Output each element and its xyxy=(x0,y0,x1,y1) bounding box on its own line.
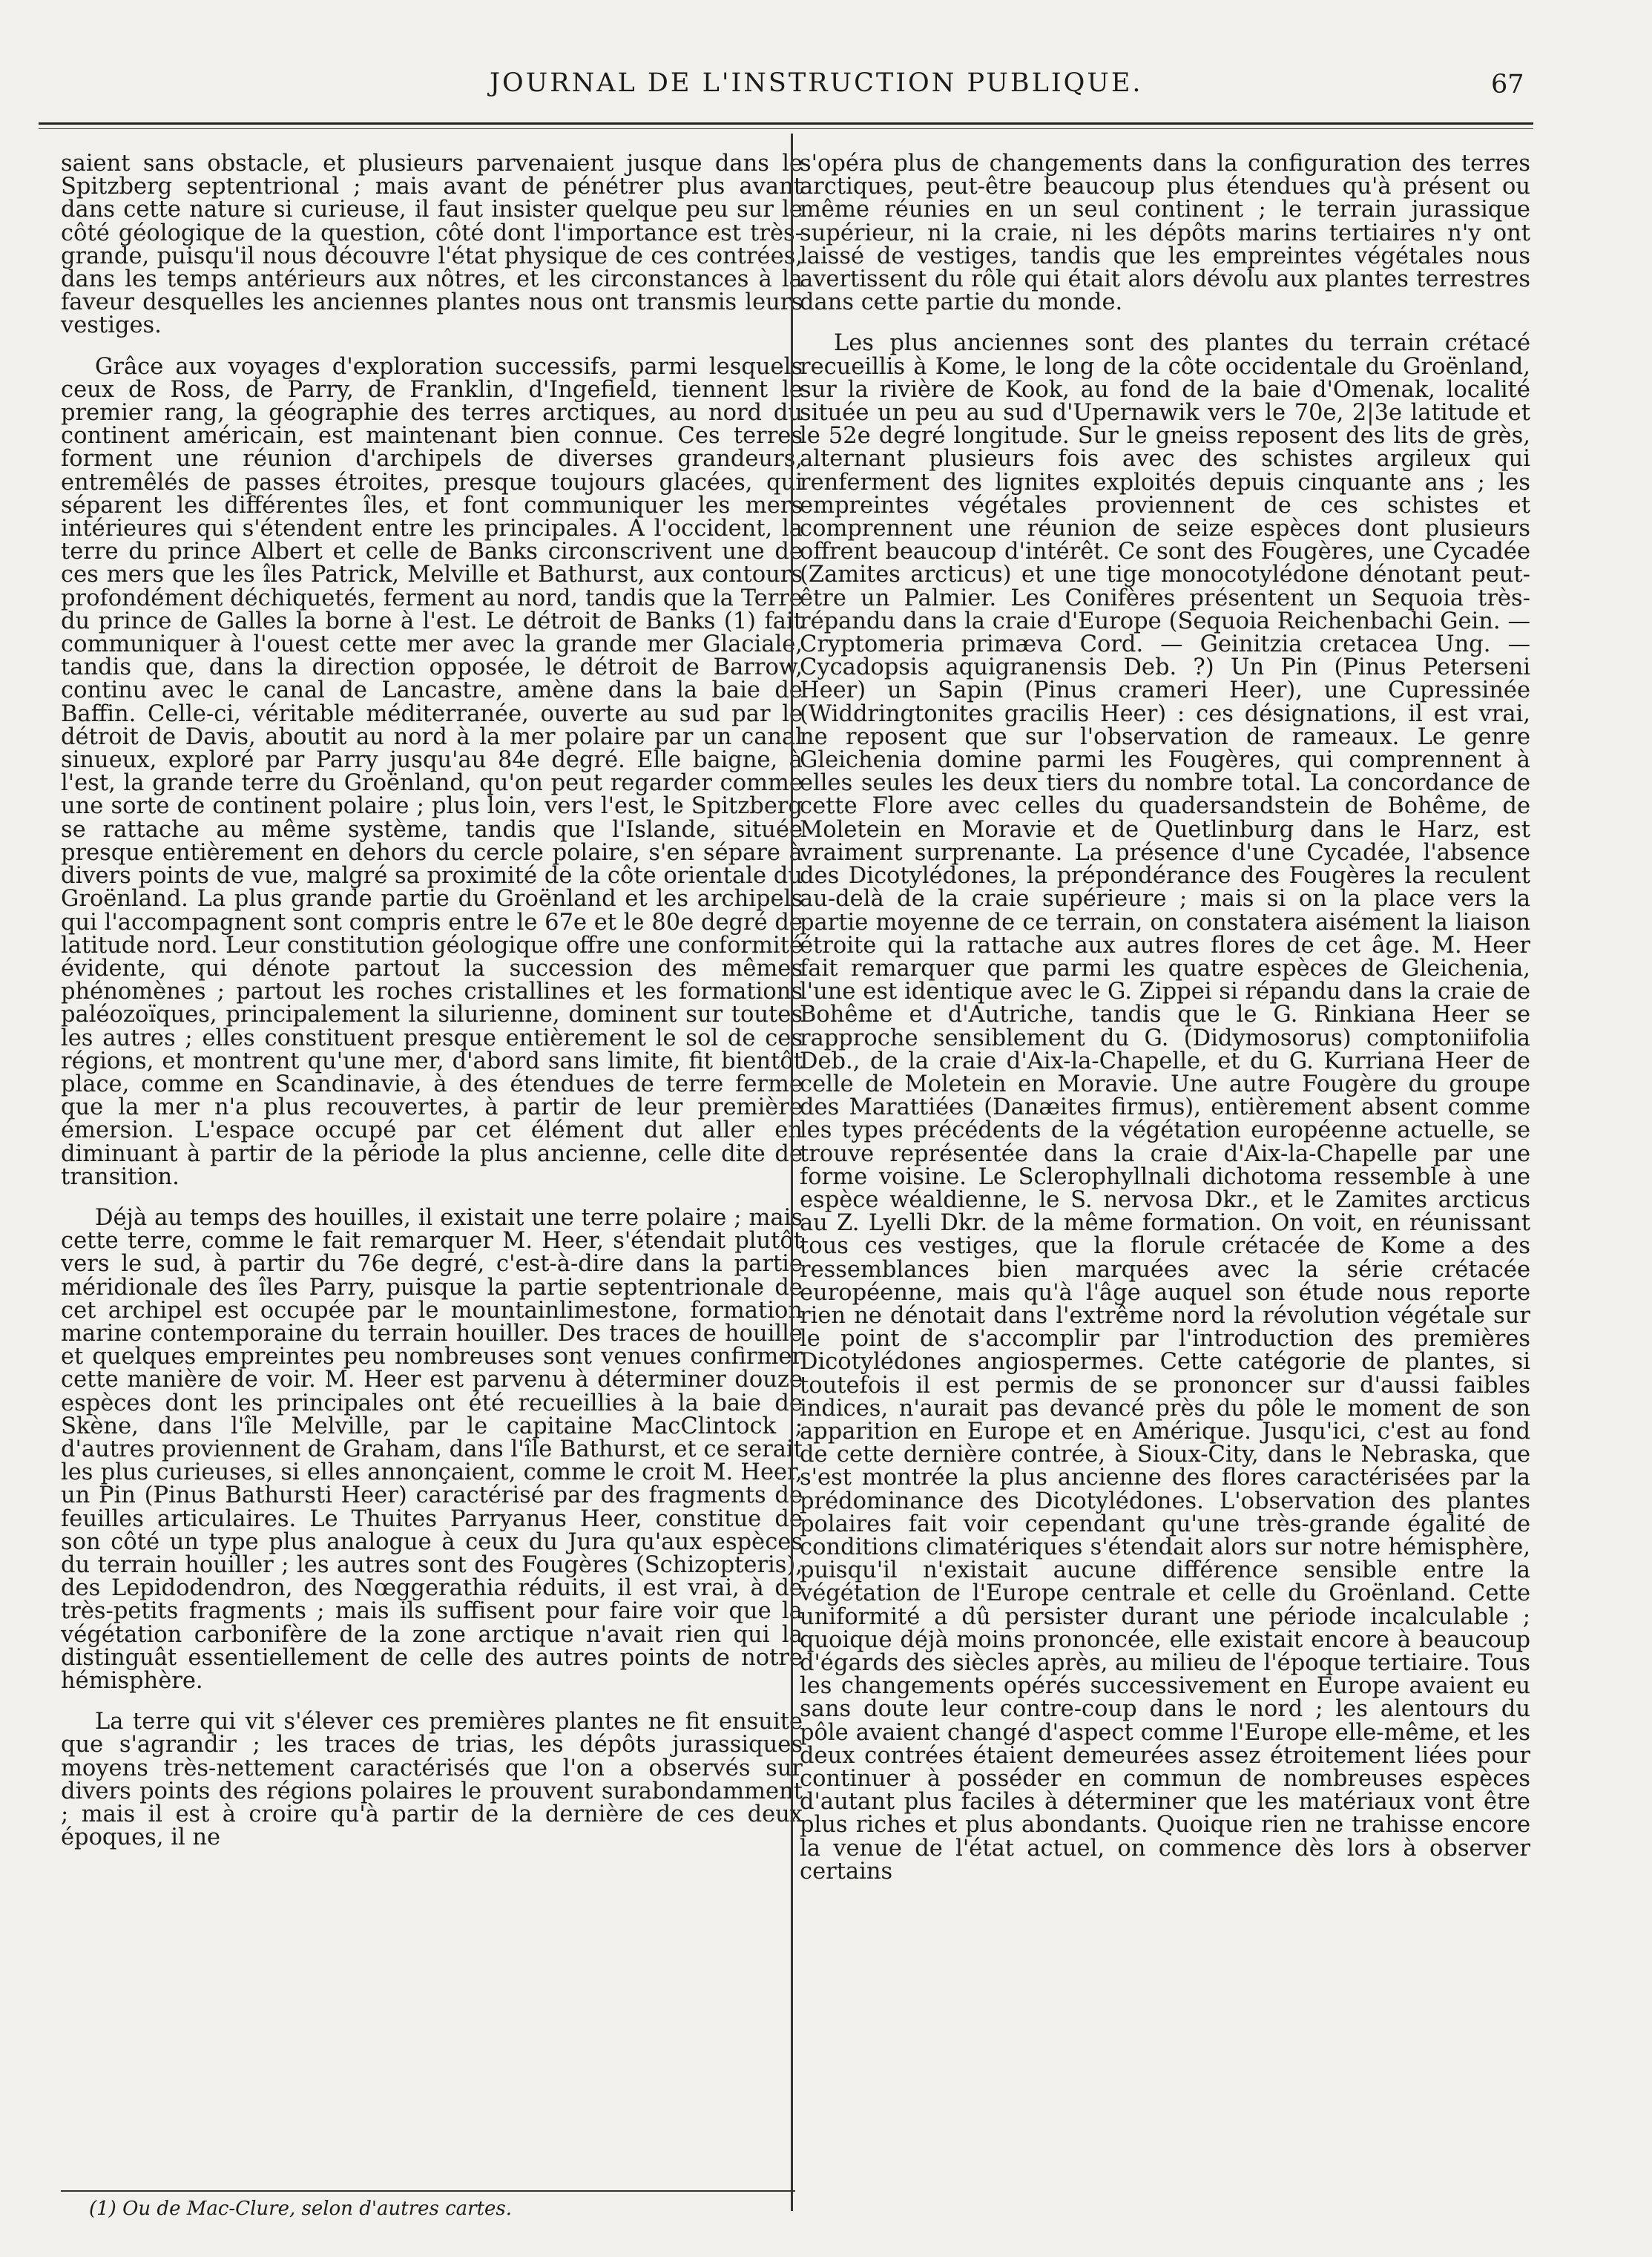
right-paragraph-1: s'opéra plus de changements dans la configuration des terres arctiques, peut-être beaucoup plus étendues qu'à présent ou même réunies en un seul continent ; le terrain jurassique supérieur, ni la craie, ni les dépôts marins tertiaires n'y ont laissé de vestiges, tandis que les empreintes végétales nous avertissent du rôle qui était alors dévolu aux plantes terrestres dans cette partie du monde. xyxy=(800,151,1530,316)
left-paragraph-4: La terre qui vit s'élever ces premières plantes ne fit ensuite que s'agrandir ; les traces de trias, les dépôts jurassiques moyens très-nettement caractérisés que l'on a observés sur divers points des régions polaires le prouvent surabondamment ; mais il est à croire qu'à partir de la dernière de ces deux époques, il ne xyxy=(61,1709,803,1851)
left-paragraph-1: saient sans obstacle, et plusieurs parvenaient jusque dans le Spitzberg septentrional ; mais avant de pénétrer plus avant dans cette nature si curieuse, il faut insister quelque peu sur le côté géologique de la question, côté dont l'importance est très-grande, puisqu'il nous découvre l'état physique de ces contrées, dans les temps antérieurs aux nôtres, et les circonstances à la faveur desquelles les anciennes plantes nous ont transmis leurs vestiges. xyxy=(61,151,803,339)
right-column xyxy=(800,152,1530,1883)
column-divider xyxy=(791,134,793,2211)
journal-title: JOURNAL DE L'INSTRUCTION PUBLIQUE. xyxy=(490,68,1143,98)
left-paragraph-2: Grâce aux voyages d'exploration successifs, parmi lesquels ceux de Ross, de Parry, de Franklin, d'Ingefield, tiennent le premier rang, la géographie des terres arctiques, au nord du continent américain, est maintenant bien connue. Ces terres forment une réunion d'archipels de diverses grandeurs, entremêlés de passes étroites, presque toujours glacées, qui séparent les différentes îles, et font communiquer les mers intérieures qui s'étendent entre les principales. A l'occident, la terre du prince Albert et celle de Banks circonscrivent une de ces mers que les îles Patrick, Melville et Bathurst, aux contours profondément déchiquetés, ferment au nord, tandis que la Terre du prince de Galles la borne à l'est. Le détroit de Banks (1) fait communiquer à l'ouest cette mer avec la grande mer Glaciale, tandis que, dans la direction opposée, le détroit de Barrow, continu avec le canal de Lancastre, amène dans la baie de Baffin. Celle-ci, véritable méditerranée, ouverte au sud par le détroit de Davis, aboutit au nord à la mer polaire par un canal sinueux, exploré par Parry jusqu'au 84e degré. Elle baigne, à l'est, la grande terre du Groënland, qu'on peut regarder comme une sorte de continent polaire ; plus loin, vers l'est, le Spitzberg se rattache au même système, tandis que l'Islande, située presque entièrement en dehors du cercle polaire, s'en sépare à divers points de vue, malgré sa proximité de la côte orientale du Groënland. La plus grande partie du Groënland et les archipels qui l'accompagnent sont compris entre le 67e et le 80e degré de latitude nord. Leur constitution géologique offre une conformité évidente, qui dénote partout la succession des mêmes phénomènes ; partout les roches cristallines et les formations paléozoïques, principalement la silurienne, dominent sur toutes les autres ; elles constituent presque entièrement le sol de ces régions, et montrent qu'une mer, d'abord sans limite, fit bientôt place, comme en Scandinavie, à des étendues de terre ferme que la mer n'a plus recouvertes, à partir de leur première émersion. L'espace occupé par cet élément dut aller en diminuant à partir de la période la plus ancienne, celle dite de transition. xyxy=(61,353,803,1190)
footnote-rule xyxy=(61,2190,795,2192)
header-rule-thin xyxy=(39,128,1533,129)
right-paragraph-2: Les plus anciennes sont des plantes du terrain crétacé recueillis à Kome, le long de la côte occidentale du Groënland, sur la rivière de Kook, au fond de la baie d'Omenak, localité située un peu au sud d'Upernawik vers le 70e, 2|3e latitude et le 52e degré longitude. Sur le gneiss reposent des lits de grès, alternant plusieurs fois avec des schistes argileux qui renferment des lignites exploités depuis cinquante ans ; les empreintes végétales proviennent de ces schistes et comprennent une réunion de seize espèces dont plusieurs offrent beaucoup d'intérêt. Ce sont des Fougères, une Cycadée (Zamites arcticus) et une tige monocotylédone dénotant peut-être un Palmier. Les Conifères présentent un Sequoia très-répandu dans la craie d'Europe (Sequoia Reichenbachi Gein. — Cryptomeria primæva Cord. — Geinitzia cretacea Ung. — Cycadopsis aquigranensis Deb. ?) Un Pin (Pinus Peterseni Heer) un Sapin (Pinus crameri Heer), une Cupressinée (Widdringtonites gracilis Heer) : ces désignations, il est vrai, ne reposent que sur l'observation de rameaux. Le genre Gleichenia domine parmi les Fougères, qui comprennent à elles seules les deux tiers du nombre total. La concordance de cette Flore avec celles du quadersandstein de Bohême, de Moletein en Moravie et de Quetlinburg dans le Harz, est vraiment surprenante. La présence d'une Cycadée, l'absence des Dicotylédones, la prépondérance des Fougères la reculent au-delà de la craie supérieure ; mais si on la place vers la partie moyenne de ce terrain, on constatera aisément la liaison étroite qui la rattache aux autres flores de cet âge. M. Heer fait remarquer que parmi les quatre espèces de Gleichenia, l'une est identique avec le G. Zippei si répandu dans la craie de Bohême et d'Autriche, tandis que le G. Rinkiana Heer se rapproche sensiblement du G. (Didymosorus) comptoniifolia Deb., de la craie d'Aix-la-Chapelle, et du G. Kurriana Heer de celle de Moletein en Moravie. Une autre Fougère du groupe des Marattiées (Danæites firmus), entièrement absent comme les types précédents de la végétation européenne actuelle, se trouve représentée dans la craie d'Aix-la-Chapelle par une forme voisine. Le Sclerophyllnali dichotoma ressemble à une espèce wéaldienne, le S. nervosa Dkr., et le Zamites arcticus au Z. Lyelli Dkr. de la même formation. On voit, en réunissant tous ces vestiges, que la florule crétacée de Kome a des ressemblances bien marquées avec la série crétacée européenne, mais qu'à l'âge auquel son étude nous reporte rien ne dénotait dans l'extrême nord la révolution végétale sur le point de s'accomplir par l'introduction des premières Dicotylédones angiospermes. Cette catégorie de plantes, si toutefois il est permis de se prononcer sur d'aussi faibles indices, n'aurait pas devancé près du pôle le moment de son apparition en Europe et en Amérique. Jusqu'ici, c'est au fond de cette dernière contrée, à Sioux-City, dans le Nebraska, que s'est montrée la plus ancienne des flores caractérisées par la prédominance des Dicotylédones. L'observation des plantes polaires fait voir cependant qu'une très-grande égalité de conditions climatériques s'étendait alors sur notre hémisphère, puisqu'il n'existait aucune différence sensible entre la végétation de l'Europe centrale et celle du Groënland. Cette uniformité a dû persister durant une période incalculable ; quoique déjà moins prononcée, elle existait encore à beaucoup d'égards des siècles après, au milieu de l'époque tertiaire. Tous les changements opérés successivement en Europe avaient eu sans doute leur contre-coup dans le nord ; les alentours du pôle avaient changé d'aspect comme l'Europe elle-même, et les deux contrées étaient demeurées assez étroitement liées pour continuer à posséder en commun de nombreuses espèces d'autant plus faciles à déterminer que les matériaux vont être plus riches et plus abondants. Quoique rien ne trahisse encore la venue de l'état actuel, on commence dès lors à observer certains xyxy=(800,330,1530,1885)
left-paragraph-3: Déjà au temps des houilles, il existait une terre polaire ; mais cette terre, comme le fait remarquer M. Heer, s'étendait plutôt vers le sud, à partir du 76e degré, c'est-à-dire dans la partie méridionale des îles Parry, puisque la partie septentrionale de cet archipel est occupée par le mountainlimestone, formation marine contemporaine du terrain houiller. Des traces de houille et quelques empreintes peu nombreuses sont venues confirmer cette manière de voir. M. Heer est parvenu à déterminer douze espèces dont les principales ont été recueillies à la baie de Skène, dans l'île Melville, par le capitaine MacClintock ; d'autres proviennent de Graham, dans l'île Bathurst, et ce serait les plus curieuses, si elles annonçaient, comme le croit M. Heer, un Pin (Pinus Bathursti Heer) caractérisé par des fragments de feuilles articulaires. Le Thuites Parryanus Heer, constitue de son côté un type plus analogue à ceux du Jura qu'aux espèces du terrain houiller ; les autres sont des Fougères (Schizopteris), des Lepidodendron, des Nœggerathia réduits, il est vrai, à de très-petits fragments ; mais ils suffisent pour faire voir que la végétation carbonifère de la zone arctique n'avait rien qui la distinguât essentiellement de celle des autres points de notre hémisphère. xyxy=(61,1204,803,1694)
page-header xyxy=(0,68,1652,113)
header-rule xyxy=(39,122,1533,125)
left-column xyxy=(61,151,803,1851)
page-number: 67 xyxy=(1491,70,1524,99)
footnote: (1) Ou de Mac-Clure, selon d'autres cartes. xyxy=(89,2198,513,2220)
